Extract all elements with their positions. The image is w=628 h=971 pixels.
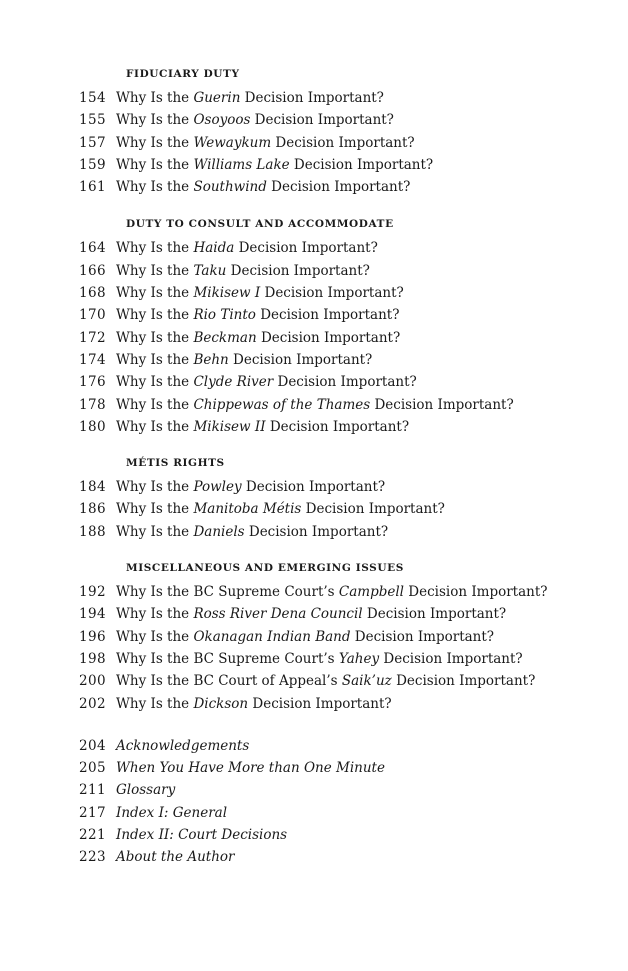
toc-entry [0,282,628,304]
page-number: 157 [79,134,106,151]
page-number: 155 [79,112,106,129]
entry-title: Why Is the Daniels Decision Important? [116,523,389,540]
entry-title: Why Is the Powley Decision Important? [116,479,386,496]
toc-entry-glossary [0,779,628,801]
case-name: Okanagan Indian Band [193,628,351,645]
toc-entry-about-the-author [0,846,628,868]
page-number: 196 [79,628,106,645]
entry-title: Why Is the Beckman Decision Important? [116,329,401,346]
page-number: 198 [79,650,106,667]
entry-title: Why Is the Mikisew I Decision Important? [116,285,404,302]
entry-title: Why Is the Williams Lake Decision Important? [116,156,434,173]
entry-title: Why Is the Guerin Decision Important? [116,90,384,106]
toc-entry-more-than-one-minute [0,757,628,779]
entry-title: Why Is the BC Court of Appeal’s Saik’uz Decision Important? [116,673,536,690]
case-name: Haida [193,240,235,257]
toc-entry [0,154,628,176]
entry-title: Why Is the BC Supreme Court’s Yahey Decision Important? [116,650,523,667]
entry-title: Why Is the BC Supreme Court’s Campbell Decision Important? [116,584,548,601]
section-heading: MISCELLANEOUS AND EMERGING ISSUES [126,562,404,575]
case-name: Clyde River [193,374,274,391]
entry-title: Why Is the Ross River Dena Council Decision Important? [116,606,507,623]
toc-entry [0,581,628,603]
entry-title: Why Is the Mikisew II Decision Important? [116,418,410,435]
page-number: 184 [79,479,106,496]
entry-title: Why Is the Clyde River Decision Important? [116,374,417,391]
toc-entry [0,304,628,326]
page-number: 174 [79,351,106,368]
page-number: 205 [79,760,106,777]
page-number: 202 [79,695,106,712]
entry-title: Why Is the Chippewas of the Thames Decision Important? [116,396,514,413]
toc-entry [0,109,628,131]
page-number: 221 [79,827,106,844]
case-name: Daniels [193,523,245,540]
entry-title: Why Is the Taku Decision Important? [116,262,370,279]
case-name: Guerin [193,90,241,106]
case-name: Southwind [193,179,267,196]
table-of-contents [0,68,628,869]
page-number: 164 [79,240,106,257]
toc-entry [0,327,628,349]
toc-entry-index-general [0,802,628,824]
case-name: Wewaykum [193,134,272,151]
page-number: 154 [79,90,106,106]
toc-entry-acknowledgements [0,735,628,757]
toc-entry [0,670,628,692]
toc-entry [0,87,628,109]
page-number: 178 [79,396,106,413]
case-name: Mikisew II [193,418,266,435]
page-number: 176 [79,374,106,391]
page-number: 223 [79,849,106,866]
case-name: Yahey [338,650,380,667]
toc-back-matter [0,735,628,869]
entry-title: Why Is the Dickson Decision Important? [116,695,392,712]
toc-section-metis-rights [0,457,628,543]
case-name: Saik’uz [341,673,392,690]
page-number: 211 [79,782,106,799]
case-name: Beckman [193,329,257,346]
toc-entry [0,237,628,259]
page-number: 186 [79,501,106,518]
toc-entry [0,416,628,438]
case-name: Ross River Dena Council [193,606,363,623]
case-name: Taku [193,262,227,279]
case-name: Chippewas of the Thames [193,396,371,413]
toc-entry [0,626,628,648]
page-number: 159 [79,156,106,173]
page-number: 188 [79,523,106,540]
case-name: Dickson [193,695,249,712]
toc-entry [0,260,628,282]
entry-title: Why Is the Behn Decision Important? [116,351,373,368]
page-number: 200 [79,673,106,690]
entry-title: Glossary [116,782,176,799]
page-number: 192 [79,584,106,601]
case-name: Osoyoos [193,112,251,129]
case-name: Mikisew I [193,285,261,302]
entry-title: Why Is the Wewaykum Decision Important? [116,134,415,151]
toc-entry [0,603,628,625]
entry-title: Why Is the Osoyoos Decision Important? [116,112,394,129]
toc-section-miscellaneous [0,562,628,715]
toc-entry [0,176,628,198]
toc-entry [0,132,628,154]
toc-section-duty-to-consult [0,218,628,438]
entry-title: Why Is the Southwind Decision Important? [116,179,411,196]
case-name: Williams Lake [193,156,290,173]
page-number: 161 [79,179,106,196]
case-name: Powley [193,479,242,496]
toc-entry [0,648,628,670]
entry-title: When You Have More than One Minute [116,760,385,777]
page-number: 170 [79,307,106,324]
case-name: Rio Tinto [193,307,256,324]
toc-entry [0,476,628,498]
toc-entry [0,394,628,416]
page-number: 166 [79,262,106,279]
page-number: 194 [79,606,106,623]
entry-title: Why Is the Okanagan Indian Band Decision Important? [116,628,495,645]
case-name: Behn [193,351,229,368]
entry-title: Index II: Court Decisions [116,827,288,844]
entry-title: Why Is the Haida Decision Important? [116,240,378,257]
page-number: 204 [79,737,106,754]
toc-entry [0,498,628,520]
case-name: Campbell [338,584,404,601]
page-number: 168 [79,285,106,302]
page-number: 172 [79,329,106,346]
toc-entry [0,693,628,715]
toc-entry [0,349,628,371]
entry-title: About the Author [116,849,235,866]
entry-title: Index I: General [116,804,228,821]
page-number: 180 [79,418,106,435]
entry-title: Why Is the Rio Tinto Decision Important? [116,307,400,324]
page-number: 217 [79,804,106,821]
section-heading: FIDUCIARY DUTY [126,68,240,80]
toc-entry-index-court-decisions [0,824,628,846]
entry-title: Acknowledgements [116,737,250,754]
section-heading: MÉTIS RIGHTS [126,457,225,470]
section-heading: DUTY TO CONSULT AND ACCOMMODATE [126,218,394,231]
case-name: Manitoba Métis [193,501,302,518]
toc-entry [0,521,628,543]
entry-title: Why Is the Manitoba Métis Decision Important? [116,501,445,518]
toc-entry [0,371,628,393]
toc-section-fiduciary-duty [0,68,628,198]
